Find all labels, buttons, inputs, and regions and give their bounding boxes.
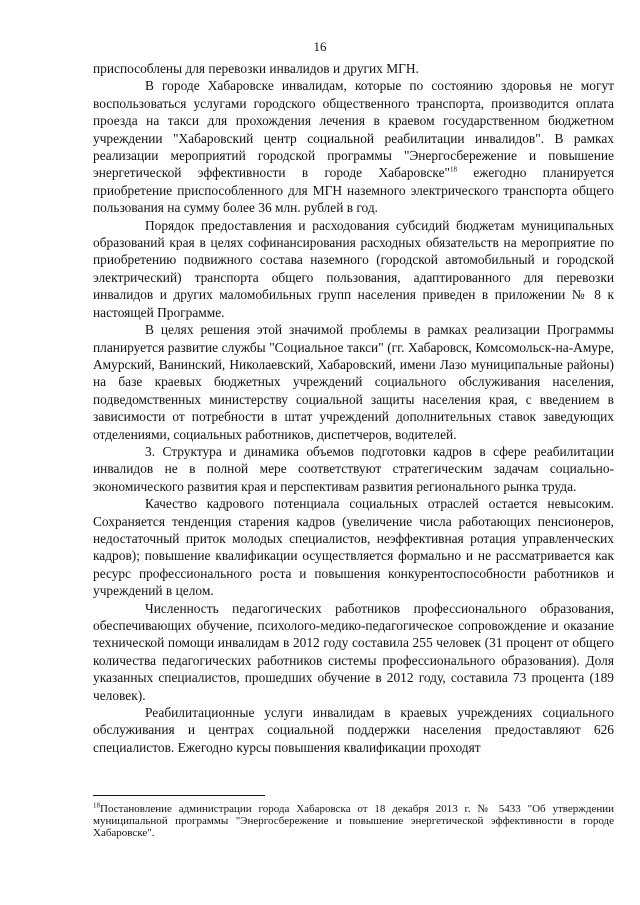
paragraph-8: Реабилитационные услуги инвалидам в краевых учреждениях социального обслуживания и центрах социальной поддержки населения предоставляют 626 специалистов. Ежегодно курсы повышения квалификации проходят [93, 705, 614, 755]
paragraph-4: В целях решения этой значимой проблемы в рамках реализации Программы планируется развитие службы "Социальное такси" (гг. Хабаровск, Комсомольск-на-Амуре, Амурский, Ванинский, Николаевский, Хабаровский, имени Лазо муниципальные районы) на базе краевых бюджетных учреждений социального обслуживания населения, подведомственных министерству социальной защиты населения края, с введением в зависимости от потребности в штат учреждений дополнительных ставок заведующих отделениями, социальных работников, диспетчеров, водителей. [93, 322, 614, 442]
footnote-text: Постановление администрации города Хабаровска от 18 декабря 2013 г. № 5433 "Об утверждении муниципальной программы "Энергосбережение и повышение энергетической эффективности в городе Хабаровске". [93, 803, 614, 839]
footnote [93, 803, 614, 839]
paragraph-2-text: В городе Хабаровске инвалидам, которые по состоянию здоровья не могут воспользоваться услугами городского общественного транспорта, производится оплата проезда на такси для прохождения лечения в краевом государственном бюджетном учреждении "Хабаровский центр социальной реабилитации инвалидов". В рамках реализации мероприятий городской программы "Энергосбережение и повышение энергетической эффективности в городе Хабаровске" [93, 78, 614, 181]
page-number: 16 [313, 39, 327, 54]
footnote-separator [93, 795, 265, 796]
paragraph-3: Порядок предоставления и расходования субсидий бюджетам муниципальных образований края в целях софинансирования расходных обязательств на мероприятие по приобретению подвижного состава наземного (городской автомобильный и городской электрический) транспорта общего пользования, адаптированного для перевозки инвалидов и других маломобильных групп населения приведен в приложении № 8 к настоящей Программе. [93, 217, 614, 320]
paragraph-6: Качество кадрового потенциала социальных отраслей остается невысоким. Сохраняется тенденция старения кадров (увеличение числа работающих пенсионеров, недостаточный приток молодых специалистов, неэффективная ротация управленческих кадров); повышение квалификации осуществляется формально и не рассматривается как ресурс профессионального роста и повышения конкурентоспособности работников и учреждений в целом. [93, 496, 614, 599]
paragraph-5: 3. Структура и динамика объемов подготовки кадров в сфере реабилитации инвалидов не в полной мере соответствуют стратегическим задачам социально-экономического развития края и перспективам развития регионального рынка труда. [93, 443, 614, 494]
footnote-marker: 18 [93, 801, 100, 810]
paragraph-7: Численность педагогических работников профессионального образования, обеспечивающих обучение, психолого-медико-педагогическое сопровождение и оказание технической помощи инвалидам в 2012 году составила 255 человек (31 процент от общего количества педагогических работников системы профессионального образования). Доля указанных специалистов, прошедших обучение в 2012 году, составила 73 процента (189 человек). [93, 600, 614, 703]
paragraph-2 [93, 77, 614, 216]
paragraph-1: приспособлены для перевозки инвалидов и других МГН. [93, 61, 419, 76]
paragraph-2-continuation: ежегодно планируется приобретение приспособленного для МГН наземного электрического транспорта общего пользования на сумму более 36 млн. рублей в год. [93, 165, 614, 216]
footnote-reference: 18 [450, 165, 457, 174]
body-text [93, 60, 614, 756]
